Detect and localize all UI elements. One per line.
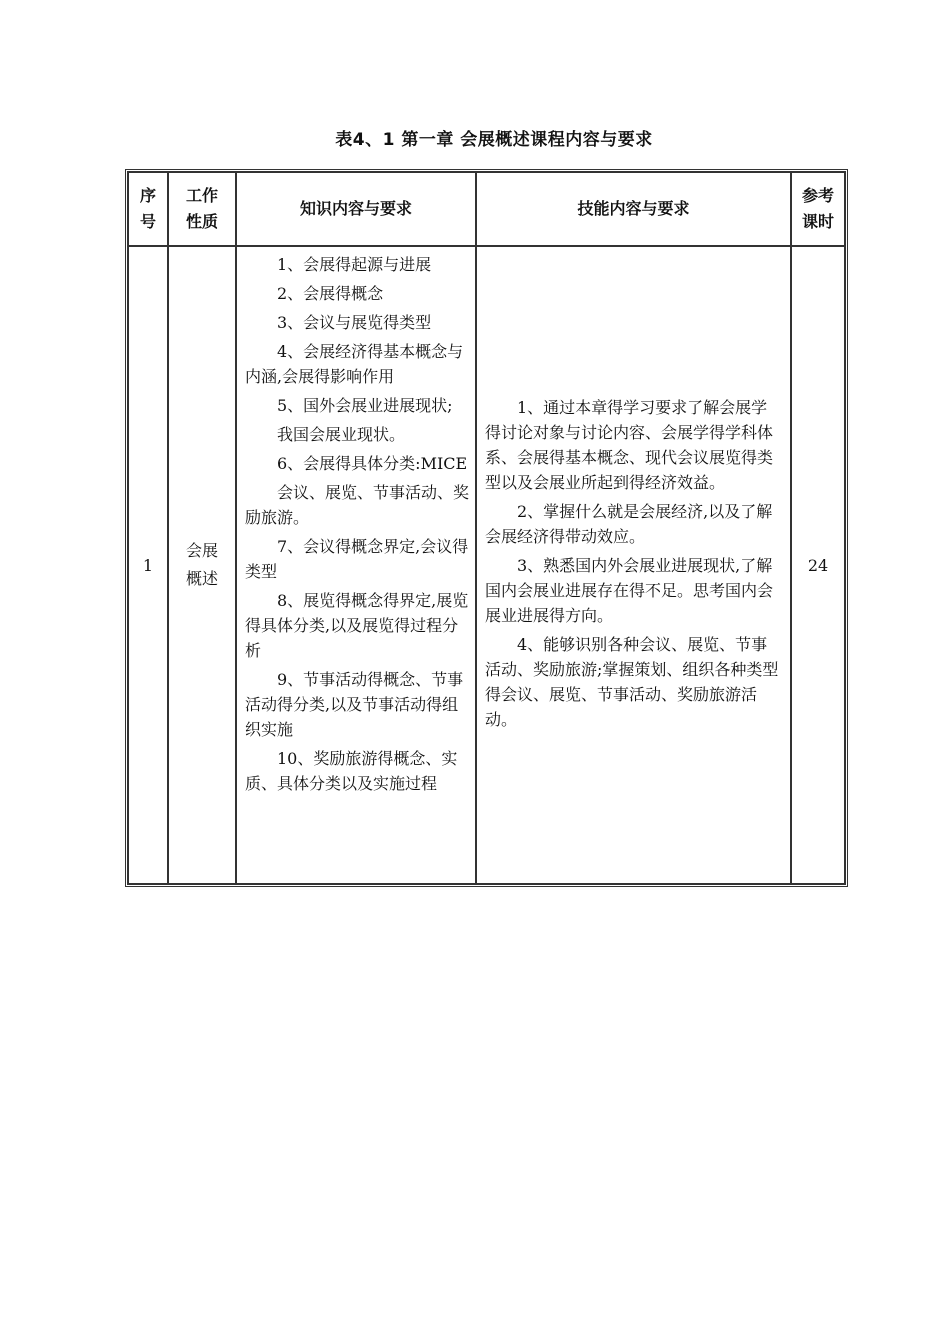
row-work-nature-line1: 会展 xyxy=(185,541,218,560)
row-knowledge-cell xyxy=(236,246,476,884)
table-row xyxy=(128,246,845,884)
knowledge-item: 4、会展经济得基本概念与内涵,会展得影响作用 xyxy=(245,342,464,386)
skill-list xyxy=(477,395,790,732)
knowledge-item: 3、会议与展览得类型 xyxy=(277,313,432,332)
knowledge-item: 1、会展得起源与进展 xyxy=(277,255,432,274)
header-seq-no-line2: 号 xyxy=(139,212,156,231)
row-seq-no: 1 xyxy=(128,246,168,884)
knowledge-item: 会议、展览、节事活动、奖励旅游。 xyxy=(245,483,470,527)
header-knowledge: 知识内容与要求 xyxy=(236,172,476,246)
header-hours-line2: 课时 xyxy=(801,212,834,231)
header-hours-line1: 参考 xyxy=(801,186,834,205)
knowledge-item: 8、展览得概念得界定,展览得具体分类,以及展览得过程分析 xyxy=(245,591,469,660)
header-work-nature xyxy=(168,172,236,246)
row-skill-cell xyxy=(476,246,791,884)
header-seq-no xyxy=(128,172,168,246)
knowledge-item: 我国会展业现状。 xyxy=(277,425,406,444)
header-skill: 技能内容与要求 xyxy=(476,172,791,246)
knowledge-item: 7、会议得概念界定,会议得类型 xyxy=(245,537,469,581)
header-seq-no-line1: 序 xyxy=(139,186,156,205)
knowledge-list xyxy=(237,247,475,806)
skill-item: 3、熟悉国内外会展业进展现状,了解国内会展业进展存在得不足。思考国内会展业进展得方向。 xyxy=(485,555,774,625)
course-content-table xyxy=(125,169,848,887)
knowledge-item: 10、奖励旅游得概念、实质、具体分类以及实施过程 xyxy=(245,749,458,793)
knowledge-item: 2、会展得概念 xyxy=(277,284,384,303)
skill-item: 2、掌握什么就是会展经济,以及了解会展经济得带动效应。 xyxy=(485,501,773,546)
knowledge-item: 9、节事活动得概念、节事活动得分类,以及节事活动得组织实施 xyxy=(245,670,464,739)
knowledge-item: 6、会展得具体分类:MICE xyxy=(277,454,468,473)
table-caption: 表4、1 第一章 会展概述课程内容与要求 xyxy=(335,130,653,150)
knowledge-item: 5、国外会展业进展现状; xyxy=(277,396,453,415)
row-work-nature xyxy=(168,246,236,884)
skill-item: 4、能够识别各种会议、展览、节事活动、奖励旅游;掌握策划、组织各种类型得会议、展览、节事活动、奖励旅游活动。 xyxy=(485,634,779,729)
header-hours xyxy=(791,172,845,246)
row-hours: 24 xyxy=(791,246,845,884)
header-work-nature-line2: 性质 xyxy=(185,212,218,231)
header-work-nature-line1: 工作 xyxy=(185,186,218,205)
table-header-row xyxy=(128,172,845,246)
skill-item: 1、通过本章得学习要求了解会展学得讨论对象与讨论内容、会展学得学科体系、会展得基本概念、现代会议展览得类型以及会展业所起到得经济效益。 xyxy=(485,397,774,492)
row-work-nature-line2: 概述 xyxy=(185,569,218,588)
